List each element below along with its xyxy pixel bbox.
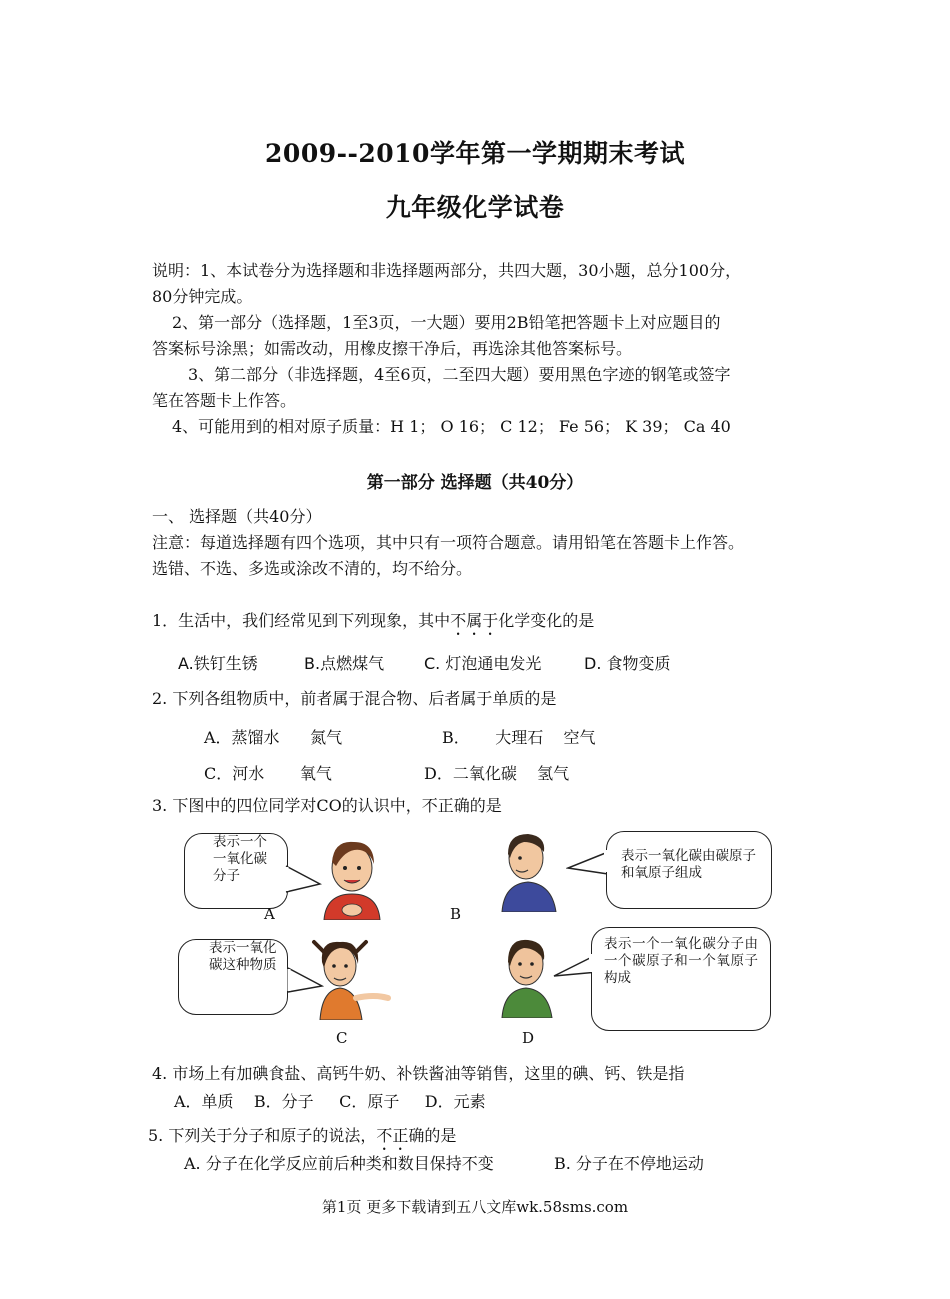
q1-option-a: A.铁钉生锈 [178,654,258,673]
instruction-1a: 说明：1、本试卷分为选择题和非选择题两部分，共四大题，30小题，总分100分， [152,261,742,280]
q4-options: A．单质 B．分子 C．原子 D．元素 [174,1092,486,1111]
q2-option-b: B． 大理石 空气 [442,728,596,747]
q2-option-a: A．蒸馏水 氮气 [204,728,343,747]
student-d-figure [496,934,560,1018]
speech-bubble-c: 表示一氧化碳这种物质 [178,939,288,1015]
question-4-stem: 4. 市场上有加碘食盐、高钙牛奶、补铁酱油等销售，这里的碘、钙、铁是指 [152,1064,685,1083]
bubble-b-tail-mask [604,848,610,878]
label-a: A [264,905,275,923]
instruction-2b: 答案标号涂黑；如需改动，用橡皮擦干净后，再选涂其他答案标号。 [152,339,633,358]
exam-subtitle: 九年级化学试卷 [385,193,565,222]
q1-option-b: B.点燃煤气 [304,654,385,673]
bubble-d-tail-mask [589,952,595,976]
note-line-a: 注意：每道选择题有四个选项，其中只有一项符合题意。请用铅笔在答题卡上作答。 [152,533,745,552]
student-c-figure [310,936,392,1020]
speech-bubble-b: 表示一氧化碳由碳原子和氧原子组成 [606,831,772,909]
instruction-1b: 80分钟完成。 [152,287,253,306]
student-b-figure [494,828,564,912]
q5-option-a: A. 分子在化学反应前后种类和数目保持不变 [184,1154,494,1173]
q2-option-d: D．二氧化碳 氢气 [424,764,570,783]
question-5-stem [148,1123,456,1154]
exam-title: 2009--2010学年第一学期期末考试 [265,139,685,168]
question-1-stem [152,608,594,639]
label-d: D [522,1029,535,1047]
speech-bubble-a: 表示一个一氧化碳分子 [184,833,288,909]
student-a-figure [316,834,388,920]
q1-stem-pre: 1．生活中，我们经常见到下列现象，其中 [152,611,451,630]
question-2-stem: 2. 下列各组物质中，前者属于混合物、后者属于单质的是 [152,689,557,708]
label-b: B [450,905,462,923]
q5-stem-post: 确的是 [408,1126,457,1145]
instruction-3b: 笔在答题卡上作答。 [152,391,297,410]
part1-heading: 第一部分 选择题（共40分） [366,473,584,493]
q1-stem-emphasis: 不属于 [450,611,499,630]
question-3-stem: 3. 下图中的四位同学对CO的认识中，不正确的是 [152,796,502,815]
instruction-2a: 2、第一部分（选择题，1至3页，一大题）要用2B铅笔把答题卡上对应题目的 [172,313,721,332]
q1-option-c: C. 灯泡通电发光 [424,654,542,673]
q5-stem-pre: 5. 下列关于分子和原子的说法， [148,1126,377,1145]
q2-option-c: C．河水 氧气 [204,764,332,783]
q1-option-d: D. 食物变质 [584,654,671,673]
page-footer: 第1页 更多下载请到五八文库wk.58sms.com [321,1198,629,1216]
q1-stem-post: 化学变化的是 [498,611,595,630]
section-title: 一、 选择题（共40分） [152,507,322,526]
note-line-b: 选错、不选、多选或涂改不清的，均不给分。 [152,559,473,578]
speech-bubble-d: 表示一个一氧化碳分子由一个碳原子和一个氧原子构成 [591,927,771,1031]
instruction-4: 4、可能用到的相对原子质量：H 1； O 16； C 12； Fe 56； K 39； Ca 40 [172,417,731,436]
q5-stem-emphasis: 不正 [376,1126,409,1145]
q5-option-b: B. 分子在不停地运动 [554,1154,704,1173]
label-c: C [336,1029,348,1047]
instruction-3a: 3、第二部分（非选择题，4至6页，二至四大题）要用黑色字迹的钢笔或签字 [188,365,731,384]
